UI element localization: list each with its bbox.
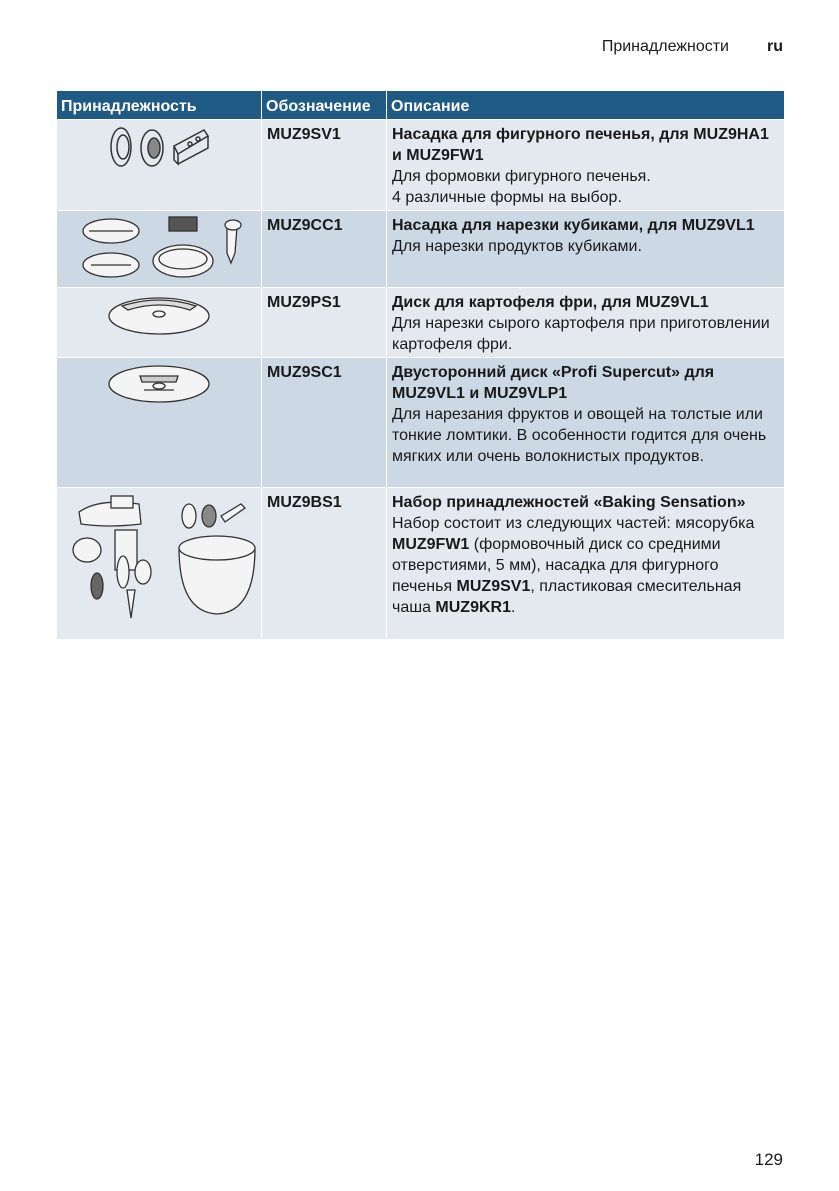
accessory-code: MUZ9SV1: [267, 126, 341, 143]
accessory-title: Двусторонний диск «Profi Supercut» для MUZ9VL1 и MUZ9VLP1: [392, 364, 715, 402]
description-cell: [387, 358, 785, 488]
product-code: MUZ9SV1: [456, 578, 531, 595]
description-cell: [387, 488, 785, 640]
table-header-row: [57, 91, 785, 120]
page-header: [602, 38, 783, 56]
product-code: MUZ9KR1: [435, 599, 511, 616]
page-number: 129: [754, 1150, 783, 1169]
description-cell: [387, 120, 785, 211]
accessory-title: Набор принадлежностей «Baking Sensation»: [392, 494, 746, 511]
column-header-description: Описание: [387, 91, 785, 120]
column-header-accessory: Принадлежность: [57, 91, 262, 120]
accessory-code: MUZ9SC1: [267, 364, 342, 381]
accessory-code: MUZ9CC1: [267, 217, 343, 234]
description-cell: [387, 288, 785, 358]
language-code: ru: [767, 38, 783, 55]
accessory-code: MUZ9PS1: [267, 294, 341, 311]
table-row: [57, 358, 785, 488]
accessory-description: Набор состоит из следующих частей: мясорубка MUZ9FW1 (формовочный диск со средними отверстиями, 5 мм), насадка для фигурного печенья MUZ9SV1, пластиковая смесительная чаша MUZ9KR1.: [392, 515, 755, 616]
table-row: [57, 488, 785, 640]
dicing-attachment-image: [57, 211, 262, 288]
code-cell: [262, 120, 387, 211]
table-row: [57, 288, 785, 358]
accessory-code: MUZ9BS1: [267, 494, 342, 511]
code-cell: [262, 488, 387, 640]
table-row: [57, 211, 785, 288]
supercut-disc-image: [57, 358, 262, 488]
accessory-title: Диск для картофеля фри, для MUZ9VL1: [392, 294, 709, 311]
section-title: Принадлежности: [601, 38, 729, 55]
code-cell: [262, 211, 387, 288]
code-cell: [262, 358, 387, 488]
baking-set-image: [57, 488, 262, 640]
accessory-description: Для нарезки продуктов кубиками.: [392, 238, 642, 255]
column-header-code: Обозначение: [262, 91, 387, 120]
accessory-description: Для нарезания фруктов и овощей на толстые или тонкие ломтики. В особенности годится для очень мягких или очень волокнистых продуктов.: [392, 406, 767, 465]
description-cell: [387, 211, 785, 288]
accessory-description: Для формовки фигурного печенья. 4 различные формы на выбор.: [392, 168, 651, 206]
table-row: [57, 120, 785, 211]
fries-disc-image: [57, 288, 262, 358]
accessory-title: Насадка для нарезки кубиками, для MUZ9VL1: [392, 217, 755, 234]
cookie-attachment-image: [57, 120, 262, 211]
code-cell: [262, 288, 387, 358]
product-code: MUZ9FW1: [392, 536, 470, 553]
accessory-title: Насадка для фигурного печенья, для MUZ9HA1 и MUZ9FW1: [392, 126, 769, 164]
accessories-table: [56, 90, 785, 640]
accessory-description: Для нарезки сырого картофеля при приготовлении картофеля фри.: [392, 315, 770, 353]
